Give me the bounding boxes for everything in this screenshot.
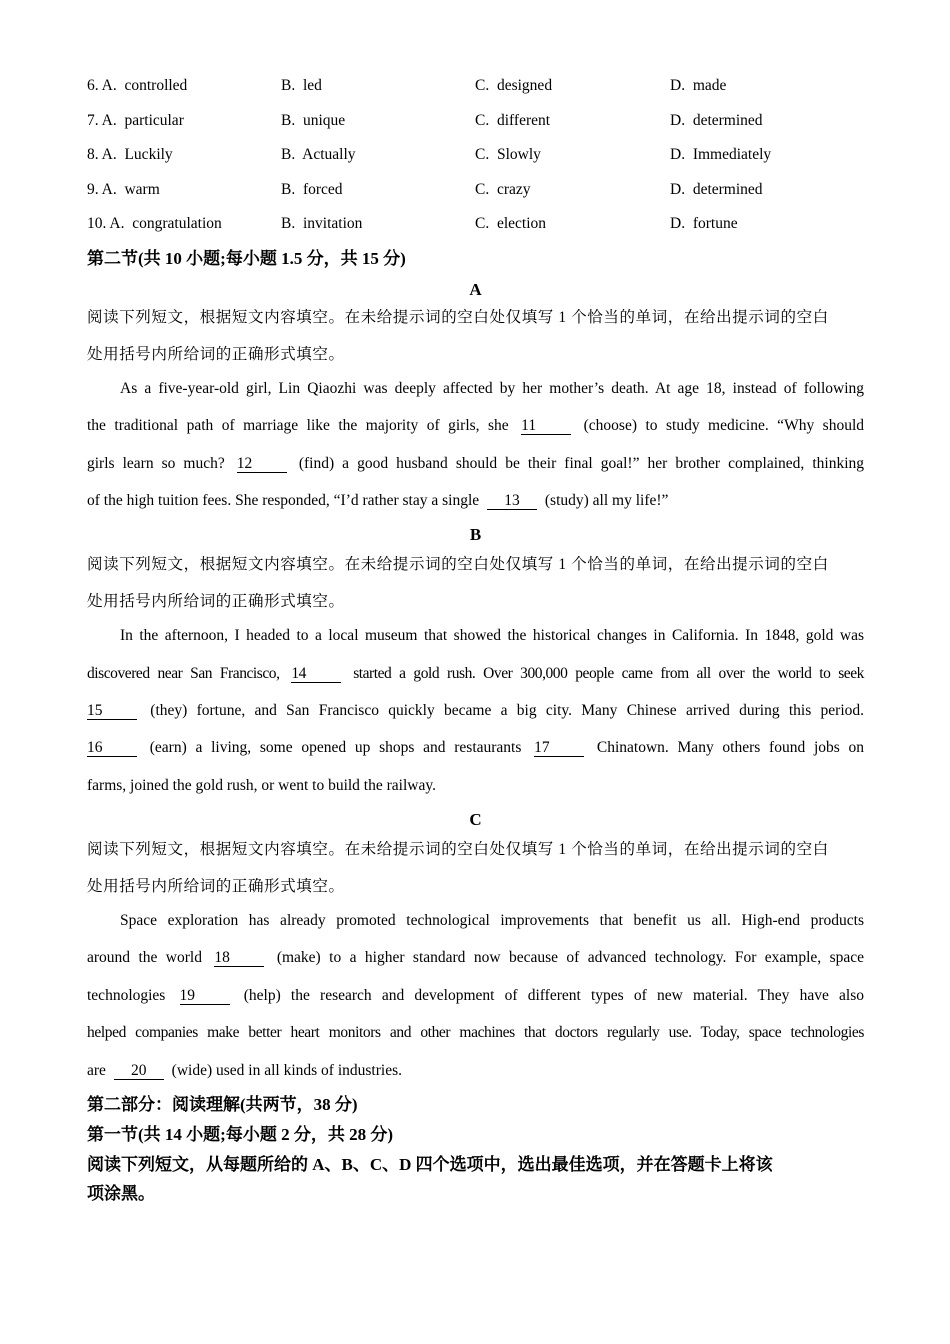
text: (help) the research and development of different types of new material. They have also <box>243 987 864 1004</box>
passage-c-line <box>87 1060 864 1082</box>
option-label: C. <box>475 112 490 129</box>
blank-20[interactable]: 20 <box>114 1063 164 1080</box>
question-number: 10. A. <box>87 215 125 232</box>
blank-13[interactable]: 13 <box>487 493 537 510</box>
option-label: D. <box>670 77 686 94</box>
passage-b-letter: B <box>469 525 482 544</box>
text: started a gold rush. Over 300,000 people came from all over the world to seek <box>353 665 864 682</box>
option-label: D. <box>670 215 686 232</box>
text: (study) all my life!” <box>544 492 669 509</box>
blank-19[interactable]: 19 <box>180 988 230 1005</box>
blank-12[interactable]: 12 <box>237 456 287 473</box>
option-d <box>670 75 726 97</box>
passage-b-line <box>87 737 864 759</box>
text: girls learn so much? <box>87 455 225 472</box>
option-b-text: invitation <box>302 215 363 232</box>
option-d-text: determined <box>692 112 763 129</box>
option-d-text: Immediately <box>692 146 772 163</box>
reading-instruction-line-2: 项涂黑。 <box>87 1184 155 1203</box>
passage-a-line <box>87 490 864 512</box>
instruction-line-2: 处用括号内所给词的正确形式填空。 <box>87 878 345 895</box>
option-label: B. <box>281 112 296 129</box>
option-a-text: controlled <box>124 77 188 94</box>
option-b <box>281 110 345 132</box>
question-number: 8. A. <box>87 146 117 163</box>
option-c-text: Slowly <box>496 146 541 163</box>
option-c <box>475 213 546 235</box>
option-label: C. <box>475 77 490 94</box>
option-b <box>281 179 343 201</box>
text: (make) to a higher standard now because of advanced technology. For example, space <box>276 949 865 966</box>
option-label: D. <box>670 146 686 163</box>
option-row-6 <box>87 75 864 97</box>
option-d <box>670 144 771 166</box>
option-a-text: Luckily <box>124 146 173 163</box>
text: are <box>87 1062 106 1079</box>
text: Chinatown. Many others found jobs on <box>596 739 865 756</box>
option-a <box>87 144 173 166</box>
passage-a-line <box>87 453 864 475</box>
option-row-7 <box>87 110 864 132</box>
text: the traditional path of marriage like the majority of girls, she <box>87 417 509 434</box>
option-c <box>475 75 552 97</box>
blank-14[interactable]: 14 <box>291 666 341 683</box>
option-c <box>475 179 531 201</box>
blank-18[interactable]: 18 <box>214 950 264 967</box>
option-b <box>281 213 362 235</box>
instruction-line-2: 处用括号内所给词的正确形式填空。 <box>87 346 345 363</box>
option-a <box>87 75 187 97</box>
option-b-text: led <box>302 77 322 94</box>
option-b-text: forced <box>302 181 343 198</box>
text: (find) a good husband should be their final goal!” her brother complained, thinking <box>298 455 865 472</box>
option-label: D. <box>670 181 686 198</box>
question-number: 7. A. <box>87 112 117 129</box>
question-number: 6. A. <box>87 77 117 94</box>
option-d <box>670 213 738 235</box>
option-a-text: warm <box>124 181 160 198</box>
text: (earn) a living, some opened up shops and restaurants <box>149 739 522 756</box>
reading-instruction-line-1: 阅读下列短文，从每题所给的 A、B、C、D 四个选项中，选出最佳选项，并在答题卡上将该 <box>87 1155 773 1174</box>
option-a <box>87 110 184 132</box>
option-c <box>475 110 550 132</box>
passage-c-line <box>87 985 864 1007</box>
option-b <box>281 144 356 166</box>
section-heading: 第二节(共 10 小题;每小题 1.5 分，共 15 分) <box>87 249 406 268</box>
text: (wide) used in all kinds of industries. <box>171 1062 402 1079</box>
passage-b-line: farms, joined the gold rush, or went to build the railway. <box>87 777 436 794</box>
part-heading: 第二部分：阅读理解(共两节，38 分) <box>87 1095 358 1114</box>
blank-16[interactable]: 16 <box>87 740 137 757</box>
passage-a-line <box>87 415 864 437</box>
option-c-text: crazy <box>496 181 531 198</box>
passage-c-letter: C <box>469 810 482 829</box>
option-label: B. <box>281 77 296 94</box>
option-c-text: different <box>496 112 551 129</box>
option-d-text: determined <box>692 181 763 198</box>
question-number: 9. A. <box>87 181 117 198</box>
text: (they) fortune, and San Francisco quickly became a big city. Many Chinese arrived during this period. <box>150 702 865 719</box>
passage-a-line: As a five-year-old girl, Lin Qiaozhi was deeply affected by her mother’s death. At age 18, instead of following <box>120 380 864 397</box>
option-label: B. <box>281 181 296 198</box>
instruction-line-1: 阅读下列短文，根据短文内容填空。在未给提示词的空白处仅填写 1 个恰当的单词，在给出提示词的空白 <box>87 841 829 858</box>
option-a-text: particular <box>124 112 184 129</box>
passage-c-line: Space exploration has already promoted technological improvements that benefit us all. High-end products <box>120 912 864 929</box>
passage-c-line: helped companies make better heart monitors and other machines that doctors regularly use. Today, space technologies <box>87 1024 864 1041</box>
text: technologies <box>87 987 166 1004</box>
blank-11[interactable]: 11 <box>521 418 571 435</box>
text: around the world <box>87 949 202 966</box>
instruction-line-1: 阅读下列短文，根据短文内容填空。在未给提示词的空白处仅填写 1 个恰当的单词，在给出提示词的空白 <box>87 556 829 573</box>
instruction-line-2: 处用括号内所给词的正确形式填空。 <box>87 593 345 610</box>
option-row-9 <box>87 179 864 201</box>
option-label: B. <box>281 146 296 163</box>
option-label: C. <box>475 146 490 163</box>
option-d <box>670 179 763 201</box>
option-b-text: unique <box>302 112 346 129</box>
text: of the high tuition fees. She responded, “I’d rather stay a single <box>87 492 480 509</box>
option-label: D. <box>670 112 686 129</box>
section-heading: 第一节(共 14 小题;每小题 2 分，共 28 分) <box>87 1125 393 1144</box>
option-a-text: congratulation <box>132 215 222 232</box>
option-a <box>87 213 222 235</box>
instruction-line-1: 阅读下列短文，根据短文内容填空。在未给提示词的空白处仅填写 1 个恰当的单词，在给出提示词的空白 <box>87 309 829 326</box>
option-a <box>87 179 160 201</box>
option-d <box>670 110 763 132</box>
passage-b-line: In the afternoon, I headed to a local museum that showed the historical changes in California. In 1848, gold was <box>120 627 864 644</box>
option-d-text: fortune <box>692 215 738 232</box>
passage-a-letter: A <box>469 280 482 299</box>
option-label: C. <box>475 215 490 232</box>
option-label: B. <box>281 215 296 232</box>
text: discovered near San Francisco, <box>87 665 280 682</box>
option-b-text: Actually <box>302 146 356 163</box>
blank-15[interactable]: 15 <box>87 703 137 720</box>
passage-c-line <box>87 947 864 969</box>
option-row-8 <box>87 144 864 166</box>
option-b <box>281 75 322 97</box>
passage-b-line <box>87 700 864 722</box>
option-label: C. <box>475 181 490 198</box>
option-row-10 <box>87 213 864 235</box>
option-c <box>475 144 541 166</box>
blank-17[interactable]: 17 <box>534 740 584 757</box>
passage-b-line <box>87 663 864 685</box>
text: (choose) to study medicine. “Why should <box>583 417 864 434</box>
option-c-text: election <box>496 215 547 232</box>
option-d-text: made <box>692 77 727 94</box>
option-c-text: designed <box>496 77 553 94</box>
